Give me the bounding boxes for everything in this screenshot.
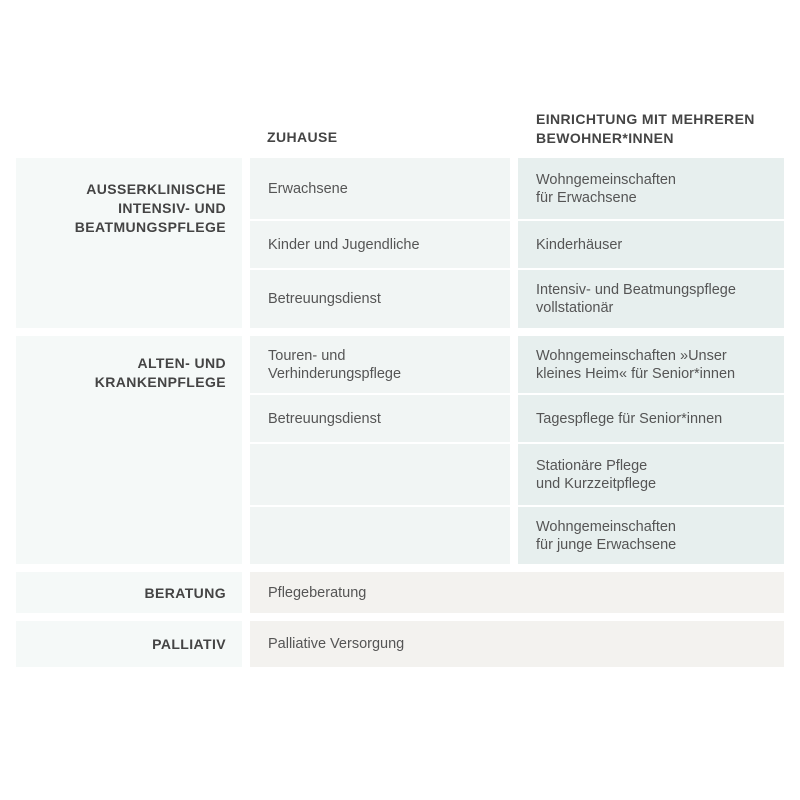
intensive-home-cell: Erwachsene — [250, 158, 510, 219]
intensive-home-cell: Betreuungsdienst — [250, 270, 510, 328]
category-intensive: AUSSERKLINISCHE INTENSIV- UND BEATMUNGSPFLEGE — [16, 158, 242, 328]
elderly-facility-cell: Stationäre Pflege und Kurzzeitpflege — [518, 444, 784, 505]
advice-service-cell: Pflegeberatung — [250, 572, 784, 613]
palliative-service-cell: Palliative Versorgung — [250, 621, 784, 667]
elderly-home-cell: Touren- und Verhinderungspflege — [250, 336, 510, 393]
intensive-home-cell: Kinder und Jugendliche — [250, 221, 510, 268]
elderly-facility-cell: Wohngemeinschaften für junge Erwachsene — [518, 507, 784, 564]
header-home: ZUHAUSE — [267, 129, 338, 145]
category-advice: BERATUNG — [16, 572, 242, 613]
header-facility: EINRICHTUNG MIT MEHREREN BEWOHNER*INNEN — [536, 111, 755, 146]
intensive-facility-cell: Intensiv- und Beatmungspflege vollstationär — [518, 270, 784, 328]
category-elderly: ALTEN- UND KRANKENPFLEGE — [16, 336, 242, 564]
elderly-facility-cell: Wohngemeinschaften »Unser kleines Heim« für Senior*innen — [518, 336, 784, 393]
elderly-home-cell — [250, 507, 510, 564]
intensive-facility-cell: Kinderhäuser — [518, 221, 784, 268]
intensive-facility-cell: Wohngemeinschaften für Erwachsene — [518, 158, 784, 219]
elderly-facility-cell: Tagespflege für Senior*innen — [518, 395, 784, 442]
category-palliative: PALLIATIV — [16, 621, 242, 667]
elderly-home-cell — [250, 444, 510, 505]
elderly-home-cell: Betreuungsdienst — [250, 395, 510, 442]
